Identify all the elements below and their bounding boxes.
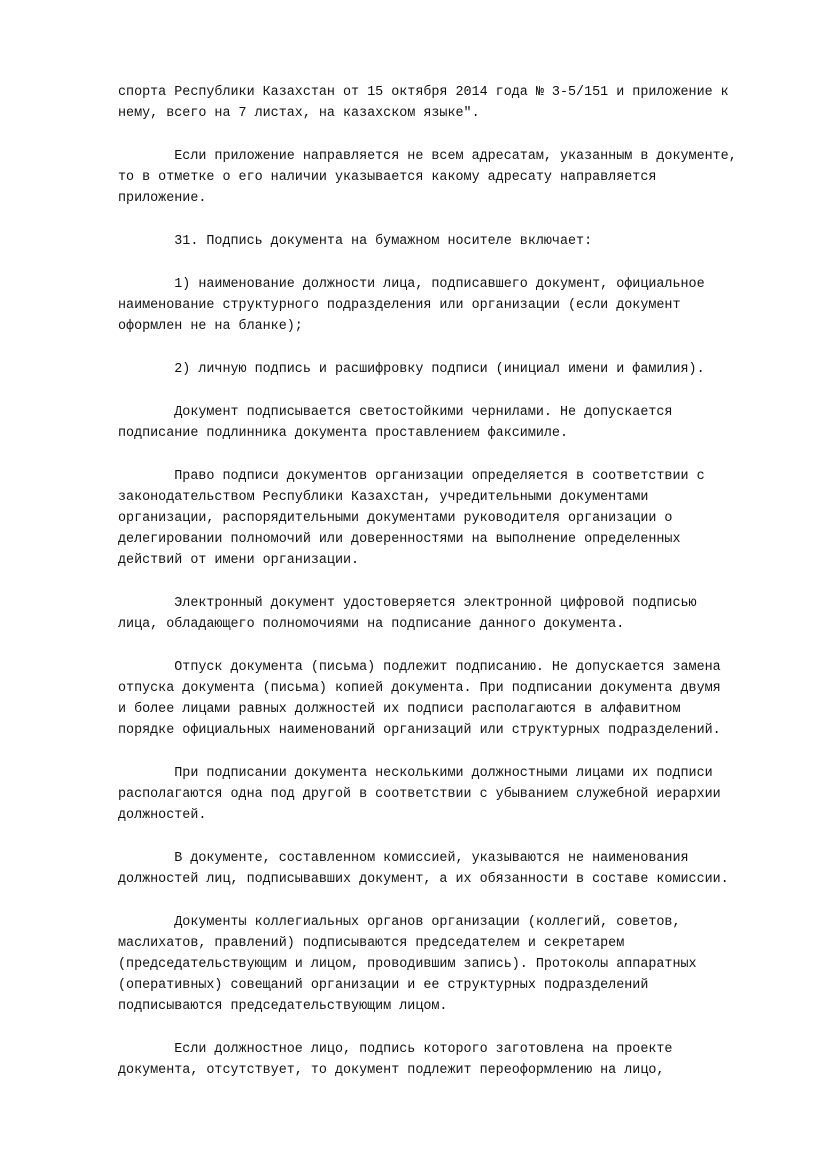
paragraph-attachment-addressee: Если приложение направляется не всем адресатам, указанным в документе, то в отметке о его наличии указывается какому адресату направляется приложение. — [118, 149, 737, 206]
paragraph-item-1-position: 1) наименование должности лица, подписавшего документ, официальное наименование структурного подразделения или организации (если документ оформлен не на бланке); — [118, 277, 705, 334]
paragraph-item-2-signature: 2) личную подпись и расшифровку подписи (инициал имени и фамилия). — [118, 362, 705, 377]
paragraph-section-31-heading: 31. Подпись документа на бумажном носителе включает: — [118, 234, 593, 249]
document-page — [118, 82, 778, 1103]
paragraph-collegial-bodies: Документы коллегиальных органов организации (коллегий, советов, маслихатов, правлений) подписываются председателем и секретарем (председательствующим и лицом, проводившим запись). Протоколы аппаратных (оперативных) совещаний организации и ее структурных подразделений подписываются председательствующим лицом. — [118, 915, 697, 1014]
paragraph-absent-official: Если должностное лицо, подпись которого заготовлена на проекте документа, отсутствует, то документ подлежит переоформлению на лицо, — [118, 1042, 673, 1078]
paragraph-commission: В документе, составленном комиссией, указываются не наименования должностей лиц, подписывавших документ, а их обязанности в составе комиссии. — [118, 851, 729, 887]
paragraph-electronic-signature: Электронный документ удостоверяется электронной цифровой подписью лица, обладающего полномочиями на подписание данного документа. — [118, 596, 697, 632]
paragraph-signing-right: Право подписи документов организации определяется в соответствии с законодательством Республики Казахстан, учредительными документами организации, распорядительными документами руководителя организации о делегировании полномочий или доверенностями на выполнение определенных действий от имени организации. — [118, 469, 705, 568]
paragraph-ink-requirement: Документ подписывается светостойкими чернилами. Не допускается подписание подлинника документа проставлением факсимиле. — [118, 405, 673, 441]
paragraph-continuation-attachment: спорта Республики Казахстан от 15 октября 2014 года № 3-5/151 и приложение к нему, всего на 7 листах, на казахском языке". — [118, 85, 729, 121]
paragraph-letter-copy: Отпуск документа (письма) подлежит подписанию. Не допускается замена отпуска документа (письма) копией документа. При подписании документа двумя и более лицами равных должностей их подписи располагаются в алфавитном порядке официальных наименований организаций или структурных подразделений. — [118, 660, 721, 738]
paragraph-hierarchy-order: При подписании документа несколькими должностными лицами их подписи располагаются одна под другой в соответствии с убыванием служебной иерархии должностей. — [118, 766, 721, 823]
